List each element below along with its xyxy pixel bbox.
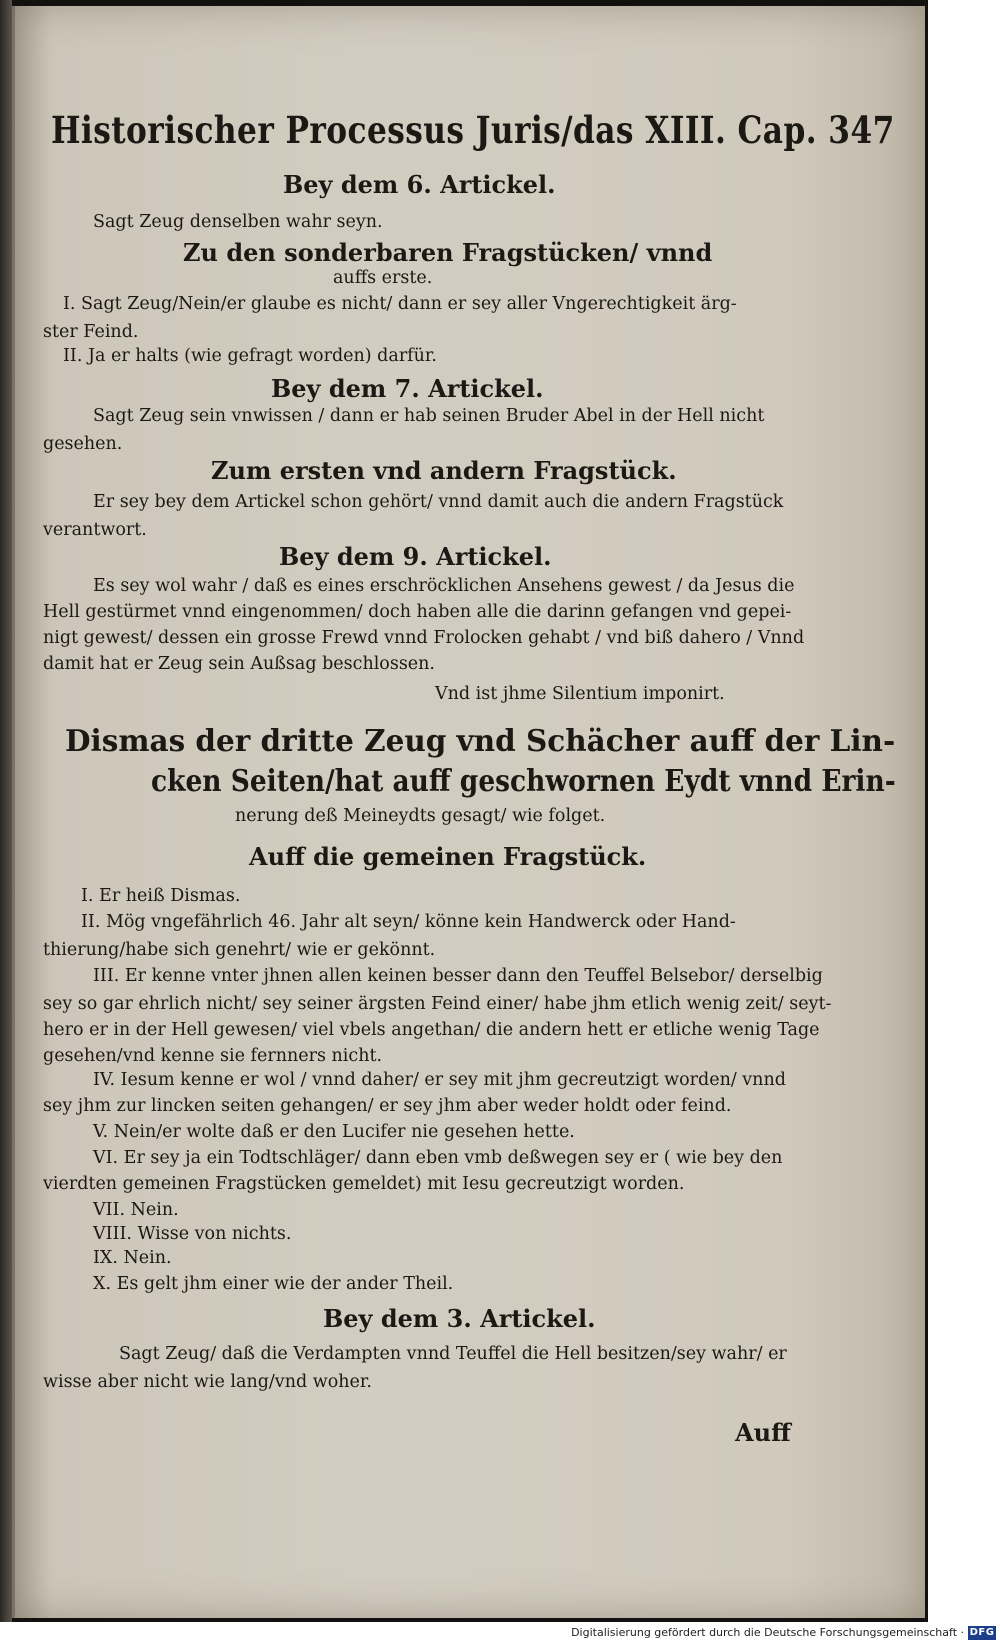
text-line: IV. Iesum kenne er wol / vnnd daher/ er sey mit jhm gecreutzigt worden/ vnnd <box>93 1070 786 1090</box>
text-line: V. Nein/er wolte daß er den Lucifer nie gesehen hette. <box>93 1122 575 1142</box>
text-line: wisse aber nicht wie lang/vnd woher. <box>43 1372 372 1392</box>
text-line: gesehen/vnd kenne sie fernners nicht. <box>43 1046 383 1066</box>
closing-note: Vnd ist jhme Silentium imponirt. <box>435 684 725 704</box>
section-heading: Auff die gemeinen Fragstück. <box>249 842 647 871</box>
text-line: Hell gestürmet vnnd eingenommen/ doch haben alle die darinn gefangen vnd gepei- <box>43 602 792 622</box>
section-heading: Zu den sonderbaren Fragstücken/ vnnd <box>183 238 713 267</box>
text-line: IX. Nein. <box>93 1248 172 1268</box>
book-page <box>12 6 925 1618</box>
footer-bar <box>0 1626 1000 1642</box>
catchword: Auff <box>735 1418 791 1447</box>
chapter-heading: cken Seiten/hat auff geschwornen Eydt vnnd Erin- <box>151 764 896 799</box>
funding-credit: Digitalisierung gefördert durch die Deutsche Forschungsgemeinschaft · <box>571 1626 964 1639</box>
text-line: damit hat er Zeug sein Außsag beschlossen. <box>43 654 435 674</box>
section-heading: Bey dem 6. Artickel. <box>283 170 556 199</box>
text-line: Es sey wol wahr / daß es eines erschröcklichen Ansehens gewest / da Jesus die <box>93 576 795 596</box>
section-heading-cont: auffs erste. <box>333 268 433 288</box>
text-line: VII. Nein. <box>93 1200 179 1220</box>
text-line: X. Es gelt jhm einer wie der ander Theil. <box>93 1274 454 1294</box>
dfg-logo: DFG <box>969 1627 995 1638</box>
text-line: sey jhm zur lincken seiten gehangen/ er sey jhm aber weder holdt oder feind. <box>43 1096 732 1116</box>
text-line: II. Mög vngefährlich 46. Jahr alt seyn/ könne kein Handwerck oder Hand- <box>81 912 736 932</box>
text-line: hero er in der Hell gewesen/ viel vbels angethan/ die andern hett er etliche wenig Tage <box>43 1020 820 1040</box>
text-line: ster Feind. <box>43 322 139 342</box>
text-line: Sagt Zeug/ daß die Verdampten vnnd Teuffel die Hell besitzen/sey wahr/ er <box>119 1344 787 1364</box>
text-line: thierung/habe sich genehrt/ wie er gekönnt. <box>43 940 436 960</box>
text-line: II. Ja er halts (wie gefragt worden) darfür. <box>63 346 437 366</box>
text-line: I. Sagt Zeug/Nein/er glaube es nicht/ dann er sey aller Vngerechtigkeit ärg- <box>63 294 737 314</box>
text-line: vierdten gemeinen Fragstücken gemeldet) mit Iesu gecreutzigt worden. <box>43 1174 685 1194</box>
text-line: sey so gar ehrlich nicht/ sey seiner ärgsten Feind einer/ habe jhm etlich wenig zeit/ seyt- <box>43 994 832 1014</box>
book-edge <box>0 0 12 1622</box>
section-heading: Bey dem 3. Artickel. <box>323 1304 596 1333</box>
chapter-heading: Dismas der dritte Zeug vnd Schächer auff der Lin- <box>65 724 896 759</box>
text-line: nigt gewest/ dessen ein grosse Frewd vnnd Frolocken gehabt / vnd biß dahero / Vnnd <box>43 628 805 648</box>
text-line: Sagt Zeug denselben wahr seyn. <box>93 212 383 232</box>
chapter-heading-cont: nerung deß Meineydts gesagt/ wie folget. <box>235 806 606 826</box>
text-line: VI. Er sey ja ein Todtschläger/ dann eben vmb deßwegen sey er ( wie bey den <box>93 1148 783 1168</box>
running-head: Historischer Processus Juris/das XIII. Cap. 347 <box>51 108 895 152</box>
section-heading: Bey dem 7. Artickel. <box>271 374 544 403</box>
text-line: gesehen. <box>43 434 123 454</box>
text-line: verantwort. <box>43 520 147 540</box>
section-heading: Bey dem 9. Artickel. <box>279 542 552 571</box>
text-line: VIII. Wisse von nichts. <box>93 1224 292 1244</box>
text-line: III. Er kenne vnter jhnen allen keinen besser dann den Teuffel Belsebor/ derselbig <box>93 966 823 986</box>
text-line: Sagt Zeug sein vnwissen / dann er hab seinen Bruder Abel in der Hell nicht <box>93 406 765 426</box>
text-line: I. Er heiß Dismas. <box>81 886 241 906</box>
section-heading: Zum ersten vnd andern Fragstück. <box>211 456 677 485</box>
text-line: Er sey bey dem Artickel schon gehört/ vnnd damit auch die andern Fragstück <box>93 492 784 512</box>
